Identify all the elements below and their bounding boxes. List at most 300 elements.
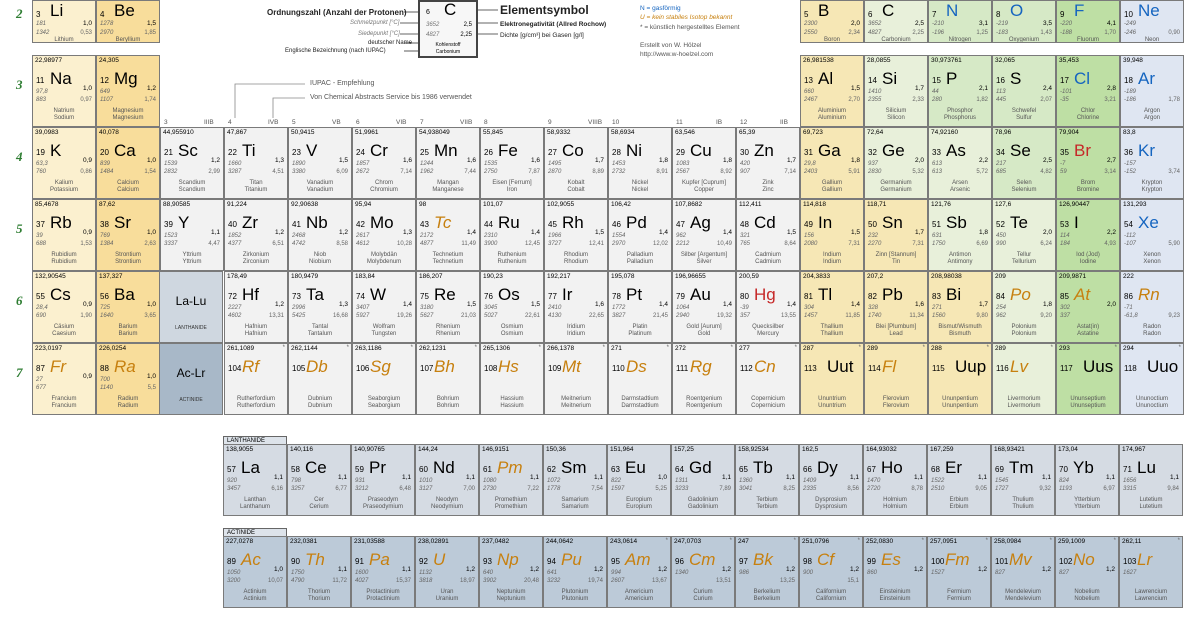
element-german-name: Phosphor: [947, 108, 973, 114]
element-melting-point: 1340: [675, 570, 689, 576]
element-cell-se[interactable]: [992, 127, 1056, 199]
element-english-name: Selenium: [1011, 187, 1037, 193]
element-cell-gd[interactable]: [671, 444, 735, 516]
element-cell-te[interactable]: [992, 199, 1056, 271]
element-cell-bi[interactable]: [928, 271, 992, 343]
element-cell-rf[interactable]: [224, 343, 288, 415]
element-artificial-mark: *: [1177, 538, 1180, 544]
element-english-name: Ruthenium: [497, 259, 527, 265]
element-boiling-point: 3457: [227, 486, 241, 492]
element-cell-tb[interactable]: [735, 444, 799, 516]
element-german-name: Germanium: [880, 180, 912, 186]
element-cell-i[interactable]: [1056, 199, 1120, 271]
element-cell-ar[interactable]: [1120, 55, 1184, 127]
element-melting-point: 769: [100, 233, 111, 239]
element-cell-sg[interactable]: [352, 343, 416, 415]
element-cell-nb[interactable]: [288, 199, 352, 271]
element-number: 68: [931, 465, 940, 474]
element-cell-ca[interactable]: [96, 127, 160, 199]
element-cell-ag[interactable]: [672, 199, 736, 271]
element-mass: 58,6934: [611, 129, 635, 136]
element-boiling-point: 2080: [804, 241, 818, 247]
element-english-name: Promethium: [494, 504, 528, 510]
element-cell-lr[interactable]: [1119, 536, 1183, 608]
element-cell-n[interactable]: [928, 0, 992, 43]
element-melting-point: 2468: [292, 233, 306, 239]
element-cell-al[interactable]: [800, 55, 864, 127]
element-mass: 44,955910: [163, 129, 194, 136]
element-english-name: Flerovium: [882, 403, 910, 409]
element-symbol: Ba: [114, 285, 135, 304]
element-cell-cm[interactable]: [671, 536, 735, 608]
element-cell-cl[interactable]: [1056, 55, 1120, 127]
element-electronegativity: 1,0: [82, 20, 92, 27]
element-mass: 51,9961: [355, 129, 379, 136]
element-cell-rn[interactable]: [1120, 271, 1184, 343]
element-symbol: Os: [498, 285, 520, 304]
element-boiling-point: 4827: [868, 30, 882, 36]
element-mass: 190,23: [483, 273, 503, 280]
element-german-name: Einsteinium: [879, 589, 911, 595]
element-cell-uut[interactable]: [800, 343, 864, 415]
element-density: 2,07: [1040, 97, 1052, 103]
actinide-reference[interactable]: [159, 343, 223, 415]
element-cell-pu[interactable]: [543, 536, 607, 608]
element-density: 6,48: [399, 486, 411, 492]
element-cell-si[interactable]: [864, 55, 928, 127]
element-density: 5,5: [147, 385, 156, 391]
element-electronegativity: 1,1: [401, 566, 411, 573]
element-german-name: Arsen: [952, 180, 968, 186]
element-english-name: Tellurium: [1011, 259, 1036, 265]
element-cell-ho[interactable]: [863, 444, 927, 516]
element-melting-point: 44: [932, 89, 939, 95]
element-cell-fr[interactable]: [32, 343, 96, 415]
element-cell-au[interactable]: [672, 271, 736, 343]
element-electronegativity: 1,5: [146, 20, 156, 27]
element-cell-cu[interactable]: [672, 127, 736, 199]
element-cell-ba[interactable]: [96, 271, 160, 343]
element-cell-k[interactable]: [32, 127, 96, 199]
element-number: 77: [548, 292, 557, 301]
element-english-name: Calcium: [117, 187, 139, 193]
element-boiling-point: 3727: [548, 241, 562, 247]
element-german-name: Lutetium: [1139, 497, 1163, 503]
element-cell-ir[interactable]: [544, 271, 608, 343]
element-cell-tl[interactable]: [800, 271, 864, 343]
legend-elektronegativitaet: Elektronegativität (Allred Rochow): [500, 21, 607, 28]
element-melting-point: 1535: [484, 161, 498, 167]
element-symbol: Cm: [689, 550, 716, 569]
element-boiling-point: 3315: [1123, 486, 1137, 492]
element-cell-sm[interactable]: [543, 444, 607, 516]
element-cell-pr[interactable]: [351, 444, 415, 516]
element-english-name: Phosphorus: [943, 115, 977, 121]
element-mass: 262,1231: [419, 345, 447, 352]
element-density: 0,53: [80, 30, 92, 36]
element-cell-kr[interactable]: [1120, 127, 1184, 199]
element-cell-uuo[interactable]: [1120, 343, 1184, 415]
element-melting-point: 725: [100, 305, 111, 311]
element-boiling-point: 990: [996, 241, 1007, 247]
element-boiling-point: 613: [932, 169, 943, 175]
element-english-name: Ytterbium: [1074, 504, 1100, 510]
element-german-name: Holmium: [883, 497, 907, 503]
element-number: 94: [547, 557, 556, 566]
element-cell-cf[interactable]: [799, 536, 863, 608]
element-boiling-point: 4790: [291, 578, 305, 584]
element-number: 96: [675, 557, 684, 566]
element-number: 34: [996, 148, 1005, 157]
element-cell-ne[interactable]: [1120, 0, 1184, 43]
element-cell-mg[interactable]: [96, 55, 160, 127]
element-cell-pm[interactable]: [479, 444, 543, 516]
element-cell-pa[interactable]: [351, 536, 415, 608]
element-electronegativity: 1,1: [401, 474, 411, 481]
element-boiling-point: 685: [996, 169, 1007, 175]
element-german-name: Natrium: [53, 108, 75, 114]
element-cell-la[interactable]: [223, 444, 287, 516]
element-cell-dy[interactable]: [799, 444, 863, 516]
element-mass: 259,1009: [1058, 538, 1086, 545]
element-cell-ds[interactable]: [608, 343, 672, 415]
element-cell-lv[interactable]: [992, 343, 1056, 415]
element-density: 21,45: [652, 313, 668, 319]
element-electronegativity: 1,1: [785, 474, 795, 481]
element-boiling-point: 5927: [356, 313, 370, 319]
element-cell-f[interactable]: [1056, 0, 1120, 43]
element-density: 12,45: [524, 241, 540, 247]
element-cell-v[interactable]: [288, 127, 352, 199]
element-cell-zr[interactable]: [224, 199, 288, 271]
element-number: 105: [292, 364, 306, 373]
element-cell-y[interactable]: [160, 199, 224, 271]
element-number: 15: [932, 76, 941, 85]
element-boiling-point: 1457: [804, 313, 818, 319]
element-symbol: La: [241, 458, 260, 477]
element-english-name: Francium: [51, 403, 77, 409]
element-melting-point: 1539: [164, 161, 178, 167]
element-boiling-point: 3257: [291, 486, 305, 492]
element-number: 18: [1124, 76, 1133, 85]
element-cell-cd[interactable]: [736, 199, 800, 271]
element-cell-rg[interactable]: [672, 343, 736, 415]
element-density: 12,41: [588, 241, 604, 247]
element-cell-np[interactable]: [479, 536, 543, 608]
element-mass: 101,07: [483, 201, 503, 208]
element-cell-hf[interactable]: [224, 271, 288, 343]
element-number: 118: [1124, 364, 1137, 373]
element-english-name: Livermorium: [1007, 403, 1041, 409]
element-cell-am[interactable]: [607, 536, 671, 608]
element-boiling-point: 2750: [484, 169, 498, 175]
element-boiling-point: 677: [36, 385, 47, 391]
element-number: 19: [36, 148, 45, 157]
element-english-name: Dysprosium: [815, 504, 847, 510]
element-symbol: Sr: [114, 213, 131, 232]
element-cell-ru[interactable]: [480, 199, 544, 271]
element-cell-bk[interactable]: [735, 536, 799, 608]
element-symbol: Al: [818, 69, 834, 88]
element-cell-mv[interactable]: [991, 536, 1055, 608]
element-cell-pt[interactable]: [608, 271, 672, 343]
element-number: 58: [291, 465, 300, 474]
element-mass: 114,818: [803, 201, 827, 208]
element-symbol: Fl: [882, 357, 897, 376]
element-cell-xe[interactable]: [1120, 199, 1184, 271]
element-cell-er[interactable]: [927, 444, 991, 516]
element-boiling-point: 2672: [356, 169, 370, 175]
element-cell-ga[interactable]: [800, 127, 864, 199]
element-electronegativity: 1,2: [465, 566, 475, 573]
element-melting-point: 1966: [548, 233, 562, 239]
element-melting-point: 321: [740, 233, 751, 239]
element-mass: 174,967: [1122, 446, 1146, 453]
element-cell-be[interactable]: [96, 0, 160, 43]
element-german-name: Rubidium: [51, 252, 77, 258]
element-mass: 112,411: [739, 201, 762, 208]
element-cell-mn[interactable]: [416, 127, 480, 199]
element-cell-cs[interactable]: [32, 271, 96, 343]
element-density: 19,74: [587, 578, 603, 584]
element-density: 2,70: [848, 97, 860, 103]
element-melting-point: 217: [996, 161, 1007, 167]
element-cell-b[interactable]: [800, 0, 864, 43]
element-density: 1,53: [80, 241, 92, 247]
element-artificial-mark: *: [922, 345, 925, 351]
element-symbol: Sm: [561, 458, 587, 477]
element-cell-sr[interactable]: [96, 199, 160, 271]
element-electronegativity: 1,2: [913, 566, 923, 573]
element-density: 0,97: [80, 97, 92, 103]
element-cell-li[interactable]: [32, 0, 96, 43]
element-symbol: Db: [306, 357, 328, 376]
element-german-name: Schwefel: [1011, 108, 1037, 114]
element-english-name: Fermium: [947, 596, 971, 602]
element-melting-point: 181: [36, 21, 47, 27]
element-cell-tm[interactable]: [991, 444, 1055, 516]
element-density: 1,43: [1040, 30, 1052, 36]
element-artificial-mark: *: [666, 345, 669, 351]
element-german-name: Cadmium: [755, 252, 781, 258]
element-melting-point: 1772: [612, 305, 626, 311]
element-density: 2,33: [912, 97, 924, 103]
element-cell-ge[interactable]: [864, 127, 928, 199]
element-cell-ti[interactable]: [224, 127, 288, 199]
element-density: 11,49: [461, 241, 476, 247]
element-boiling-point: 5027: [484, 313, 498, 319]
element-cell-co[interactable]: [544, 127, 608, 199]
element-boiling-point: 2212: [676, 241, 690, 247]
element-symbol: Ce: [305, 458, 327, 477]
element-mass: 95,94: [355, 201, 372, 208]
element-boiling-point: -186: [1124, 97, 1137, 103]
element-melting-point: 649: [100, 89, 111, 95]
element-cell-s[interactable]: [992, 55, 1056, 127]
element-cell-cr[interactable]: [352, 127, 416, 199]
element-cell-p[interactable]: [928, 55, 992, 127]
group-label-iupac: 12: [740, 119, 748, 126]
element-symbol: Rn: [1138, 285, 1160, 304]
element-cell-at[interactable]: [1056, 271, 1120, 343]
element-number: 20: [100, 148, 109, 157]
element-cell-lu[interactable]: [1119, 444, 1183, 516]
element-cell-sn[interactable]: [864, 199, 928, 271]
element-cell-os[interactable]: [480, 271, 544, 343]
element-cell-u[interactable]: [415, 536, 479, 608]
period-label: 3: [16, 77, 23, 92]
element-cell-bh[interactable]: [416, 343, 480, 415]
element-cell-hg[interactable]: [736, 271, 800, 343]
element-cell-no[interactable]: [1055, 536, 1119, 608]
element-electronegativity: 1,1: [529, 474, 539, 481]
element-symbol: Ra: [114, 357, 136, 376]
element-cell-mt[interactable]: [544, 343, 608, 415]
element-cell-hs[interactable]: [480, 343, 544, 415]
element-english-name: Argon: [1143, 115, 1160, 121]
element-artificial-mark: *: [665, 538, 668, 544]
element-electronegativity: 1,5: [466, 301, 476, 308]
element-cell-ni[interactable]: [608, 127, 672, 199]
legend-deutscher-name: deutscher Name: [368, 40, 413, 46]
element-electronegativity: 1,1: [593, 474, 603, 481]
element-cell-fl[interactable]: [864, 343, 928, 415]
element-cell-ta[interactable]: [288, 271, 352, 343]
element-mass: 140,90765: [354, 446, 385, 453]
element-german-name: Palladium: [626, 252, 654, 258]
element-artificial-mark: *: [410, 345, 413, 351]
element-melting-point: -112: [1124, 233, 1136, 239]
element-german-name: Seaborgium: [367, 396, 401, 402]
element-density: 8,92: [720, 169, 732, 175]
element-cell-w[interactable]: [352, 271, 416, 343]
element-symbol: Bk: [753, 550, 773, 569]
element-cell-in[interactable]: [800, 199, 864, 271]
element-german-name: Niob: [313, 252, 327, 258]
period-label: 7: [16, 365, 23, 380]
element-cell-pd[interactable]: [608, 199, 672, 271]
element-english-name: Lithium: [54, 37, 74, 43]
element-cell-es[interactable]: [863, 536, 927, 608]
element-electronegativity: 4,1: [1106, 20, 1116, 27]
element-electronegativity: 1,4: [466, 229, 476, 236]
element-cell-rb[interactable]: [32, 199, 96, 271]
element-symbol: At: [1074, 285, 1091, 304]
element-number: 103: [1123, 557, 1137, 566]
element-density: 7,44: [464, 169, 476, 175]
element-symbol: Pt: [626, 285, 643, 304]
element-cell-po[interactable]: [992, 271, 1056, 343]
element-cell-th[interactable]: [287, 536, 351, 608]
element-cell-fm[interactable]: [927, 536, 991, 608]
element-symbol: F: [1074, 1, 1085, 20]
element-cell-eu[interactable]: [607, 444, 671, 516]
element-number: 88: [100, 364, 109, 373]
element-boiling-point: 2730: [483, 486, 497, 492]
element-cell-db[interactable]: [288, 343, 352, 415]
element-cell-c[interactable]: [864, 0, 928, 43]
group-label-cas: IIB: [780, 119, 788, 126]
element-symbol: Hs: [498, 357, 519, 376]
element-density: 7,31: [848, 241, 860, 247]
element-boiling-point: 2270: [868, 241, 882, 247]
element-number: 109: [548, 364, 562, 373]
element-mass: 277: [739, 345, 750, 352]
element-cell-rh[interactable]: [544, 199, 608, 271]
element-boiling-point: 1962: [420, 169, 434, 175]
element-cell-o[interactable]: [992, 0, 1056, 43]
element-cell-zn[interactable]: [736, 127, 800, 199]
element-density: 3,14: [1104, 169, 1116, 175]
element-symbol: Br: [1074, 141, 1091, 160]
element-number: 79: [676, 292, 685, 301]
element-german-name: Strontium: [115, 252, 141, 258]
element-symbol: Tm: [1009, 458, 1034, 477]
lanthanide-reference[interactable]: [159, 271, 223, 343]
element-electronegativity: 1,2: [1105, 566, 1115, 573]
element-cell-mo[interactable]: [352, 199, 416, 271]
element-cell-cn[interactable]: [736, 343, 800, 415]
element-cell-re[interactable]: [416, 271, 480, 343]
element-cell-as[interactable]: [928, 127, 992, 199]
element-symbol: P: [946, 69, 958, 88]
element-density: 7,14: [784, 169, 796, 175]
element-english-name: Ununoctium: [1135, 403, 1168, 409]
element-boiling-point: 2467: [804, 97, 818, 103]
element-number: 5: [804, 10, 809, 19]
element-cell-tc[interactable]: [416, 199, 480, 271]
element-english-name: Plutonium: [561, 596, 589, 602]
group-label-iupac: 7: [420, 119, 424, 126]
element-cell-yb[interactable]: [1055, 444, 1119, 516]
element-density: 6,97: [1103, 486, 1115, 492]
element-english-name: Nitrogen: [948, 37, 972, 43]
element-cell-uus[interactable]: [1056, 343, 1120, 415]
element-mass: 271: [611, 345, 622, 352]
element-electronegativity: 1,4: [658, 229, 668, 236]
element-number: 71: [1123, 465, 1132, 474]
element-number: 50: [868, 220, 877, 229]
element-electronegativity: 1,0: [273, 566, 283, 573]
element-symbol: Bi: [946, 285, 962, 304]
element-cell-ce[interactable]: [287, 444, 351, 516]
element-number: 47: [676, 220, 685, 229]
element-cell-pb[interactable]: [864, 271, 928, 343]
element-cell-ac[interactable]: [223, 536, 287, 608]
element-boiling-point: 4027: [355, 578, 369, 584]
element-melting-point: -7: [1060, 161, 1066, 167]
element-cell-br[interactable]: [1056, 127, 1120, 199]
element-density: 7,31: [912, 241, 924, 247]
element-number: 45: [548, 220, 557, 229]
element-number: 37: [36, 220, 45, 229]
element-mass: 121,76: [931, 201, 951, 208]
element-cell-uup[interactable]: [928, 343, 992, 415]
legend-sample-sym: C: [444, 0, 457, 19]
element-cell-na[interactable]: [32, 55, 96, 127]
element-cell-sb[interactable]: [928, 199, 992, 271]
element-cell-sc[interactable]: [160, 127, 224, 199]
element-cell-nd[interactable]: [415, 444, 479, 516]
element-german-name: Americium: [624, 589, 654, 595]
element-cell-ra[interactable]: [96, 343, 160, 415]
element-density: 7,54: [591, 486, 603, 492]
element-number: 54: [1124, 220, 1133, 229]
element-number: 98: [803, 557, 812, 566]
element-electronegativity: 1,2: [977, 566, 987, 573]
element-melting-point: 39: [36, 233, 43, 239]
element-cell-fe[interactable]: [480, 127, 544, 199]
